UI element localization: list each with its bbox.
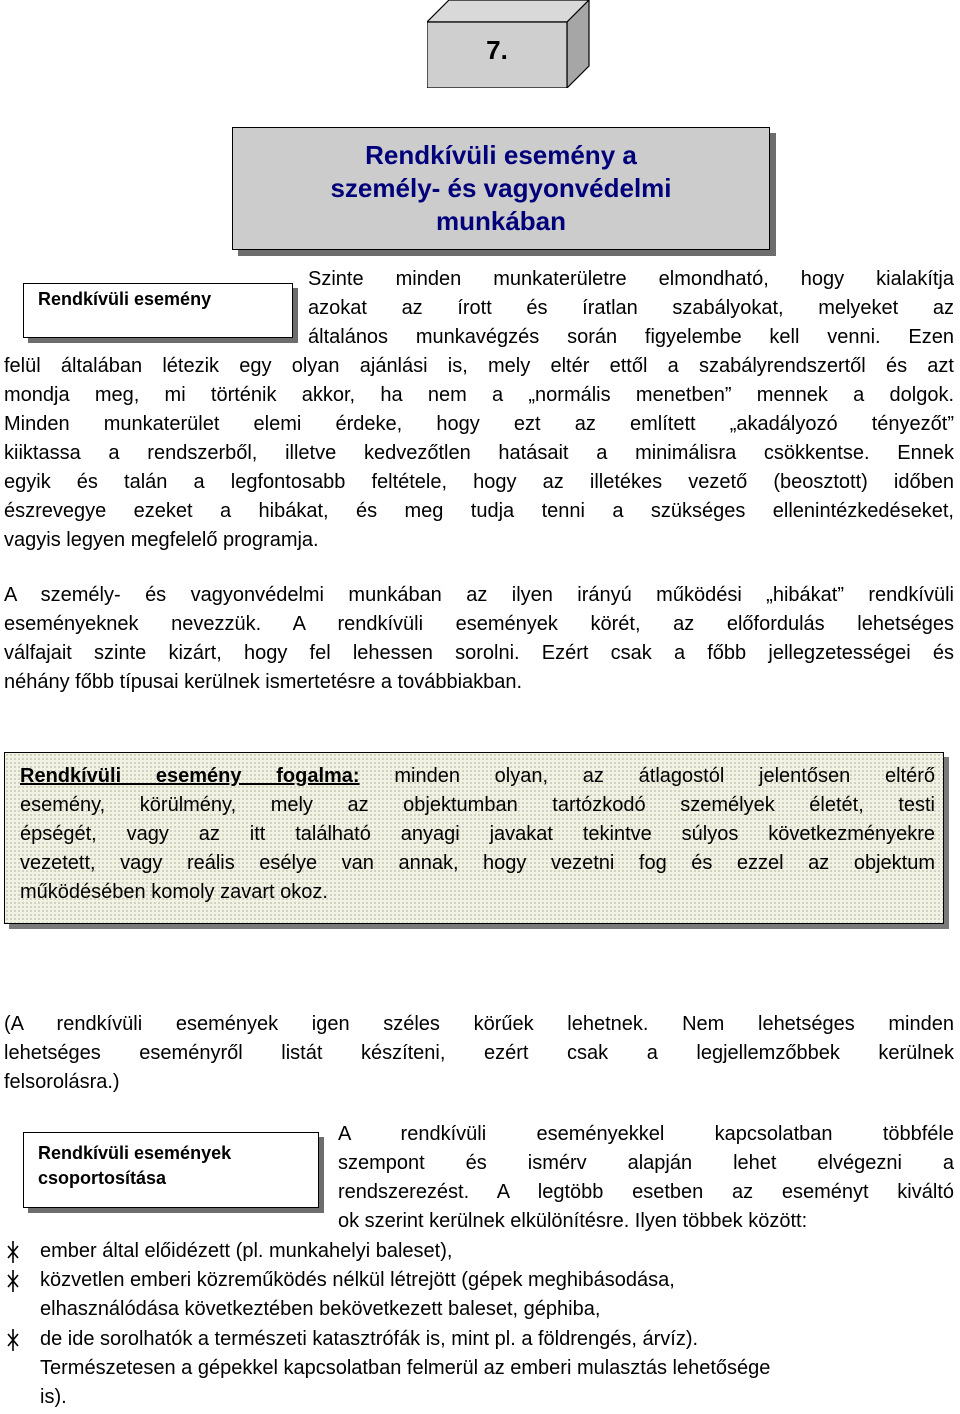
text-line: felsorolásra.) bbox=[4, 1071, 120, 1093]
diamond-bullet-icon bbox=[4, 1329, 22, 1351]
text-line: kiiktassa a rendszerből, illetve kedvezőtlen hatásait a minimálisra csökkentse. Ennek bbox=[4, 442, 954, 464]
text-line: válfajait szinte kizárt, hogy fel lehessen sorolni. Ezért csak a főbb jellegzetességei és bbox=[4, 642, 954, 664]
bullet-text: ember által előidézett (pl. munkahelyi baleset), bbox=[40, 1240, 453, 1262]
section2-paragraph bbox=[4, 581, 954, 697]
bullet-item bbox=[0, 1325, 960, 1412]
definition-term: Rendkívüli esemény fogalma: bbox=[20, 765, 360, 787]
text-line: egyik és talán a legfontosabb feltétele, hogy az illetékes vezető (beosztott) időben bbox=[4, 471, 954, 493]
text-line: rendszerezést. A legtöbb esetben az eseményt kiváltó bbox=[338, 1181, 954, 1203]
text-line: A rendkívüli eseményekkel kapcsolatban többféle bbox=[338, 1123, 954, 1145]
text-line: ok szerint kerülnek elkülönítésre. Ilyen többek között: bbox=[338, 1210, 808, 1232]
bullet-text: közvetlen emberi közreműködés nélkül létrejött (gépek meghibásodása, bbox=[40, 1269, 675, 1291]
text-line: Szinte minden munkaterületre elmondható, hogy kialakítja bbox=[308, 268, 954, 290]
diamond-bullet-icon bbox=[4, 1270, 22, 1292]
text-line: vezetett, vagy reális esélye van annak, hogy vezetni fog és ezzel az objektum bbox=[20, 852, 935, 874]
chapter-number-cube bbox=[427, 0, 590, 88]
chapter-title-box bbox=[232, 127, 770, 250]
chapter-number: 7. bbox=[486, 35, 508, 65]
side-label-rendkivuli-esemeny: Rendkívüli esemény bbox=[23, 283, 293, 338]
definition-text bbox=[20, 762, 935, 907]
bullet-text: Természetesen a gépekkel kapcsolatban felmerül az emberi mulasztás lehetősége bbox=[40, 1357, 771, 1379]
definition-first-line-rest: minden olyan, az átlagostól jelentősen eltérő bbox=[359, 765, 935, 787]
bullet-item bbox=[0, 1266, 960, 1324]
text-line: azokat az írott és íratlan szabályokat, melyeket az bbox=[308, 297, 954, 319]
side-label-csoportositas: Rendkívüli események csoportosítása bbox=[23, 1132, 319, 1208]
section1-paragraph-intro bbox=[308, 265, 954, 352]
bullet-text: de ide sorolhatók a természeti katasztrófák is, mint pl. a földrengés, árvíz). bbox=[40, 1328, 699, 1350]
text-line: Minden munkaterület elemi érdeke, hogy ezt az említett „akadályozó tényezőt” bbox=[4, 413, 954, 435]
text-line: eseményeknek nevezzük. A rendkívüli események körét, az előfordulás lehetséges bbox=[4, 613, 954, 635]
text-line: felül általában létezik egy olyan ajánlási is, mely eltér ettől a szabályrendszertől és azt bbox=[4, 355, 954, 377]
bullet-text: is). bbox=[40, 1386, 67, 1408]
text-line: észrevegye ezeket a hibákat, és meg tudja tenni a szükséges ellenintézkedéseket, bbox=[4, 500, 954, 522]
text-line: szempont és ismérv alapján lehet elvégezni a bbox=[338, 1152, 954, 1174]
grouping-paragraph bbox=[338, 1120, 954, 1236]
definition-box bbox=[4, 752, 944, 924]
text-line: épségét, vagy az itt található anyagi javakat tekintve súlyos következményekre bbox=[20, 823, 935, 845]
definition-first-line bbox=[20, 762, 935, 791]
text-line: esemény, körülmény, mely az objektumban tartózkodó személyek életét, testi bbox=[20, 794, 935, 816]
note-paragraph bbox=[4, 1010, 954, 1097]
text-line: általános munkavégzés során figyelembe kell venni. Ezen bbox=[308, 326, 954, 348]
text-line: vagyis legyen megfelelő programja. bbox=[4, 529, 319, 551]
text-line: mondja meg, mi történik akkor, ha nem a „normális menetben” mennek a dolgok. bbox=[4, 384, 954, 406]
diamond-bullet-icon bbox=[4, 1241, 22, 1263]
section1-paragraph-body bbox=[4, 352, 954, 555]
bullet-item bbox=[0, 1237, 960, 1266]
chapter-title: Rendkívüli esemény a személy- és vagyonvédelmi munkában bbox=[330, 140, 672, 236]
text-line: működésében komoly zavart okoz. bbox=[20, 881, 328, 903]
text-line: néhány főbb típusai kerülnek ismertetésre a továbbiakban. bbox=[4, 671, 523, 693]
text-line: lehetséges eseményről listát készíteni, ezért csak a legjellemzőbbek kerülnek bbox=[4, 1042, 954, 1064]
bullet-text: elhasználódása következtében bekövetkezett baleset, géphiba, bbox=[40, 1298, 601, 1320]
text-line: A személy- és vagyonvédelmi munkában az ilyen irányú működési „hibákat” rendkívüli bbox=[4, 584, 954, 606]
text-line: (A rendkívüli események igen széles körűek lehetnek. Nem lehetséges minden bbox=[4, 1013, 954, 1035]
